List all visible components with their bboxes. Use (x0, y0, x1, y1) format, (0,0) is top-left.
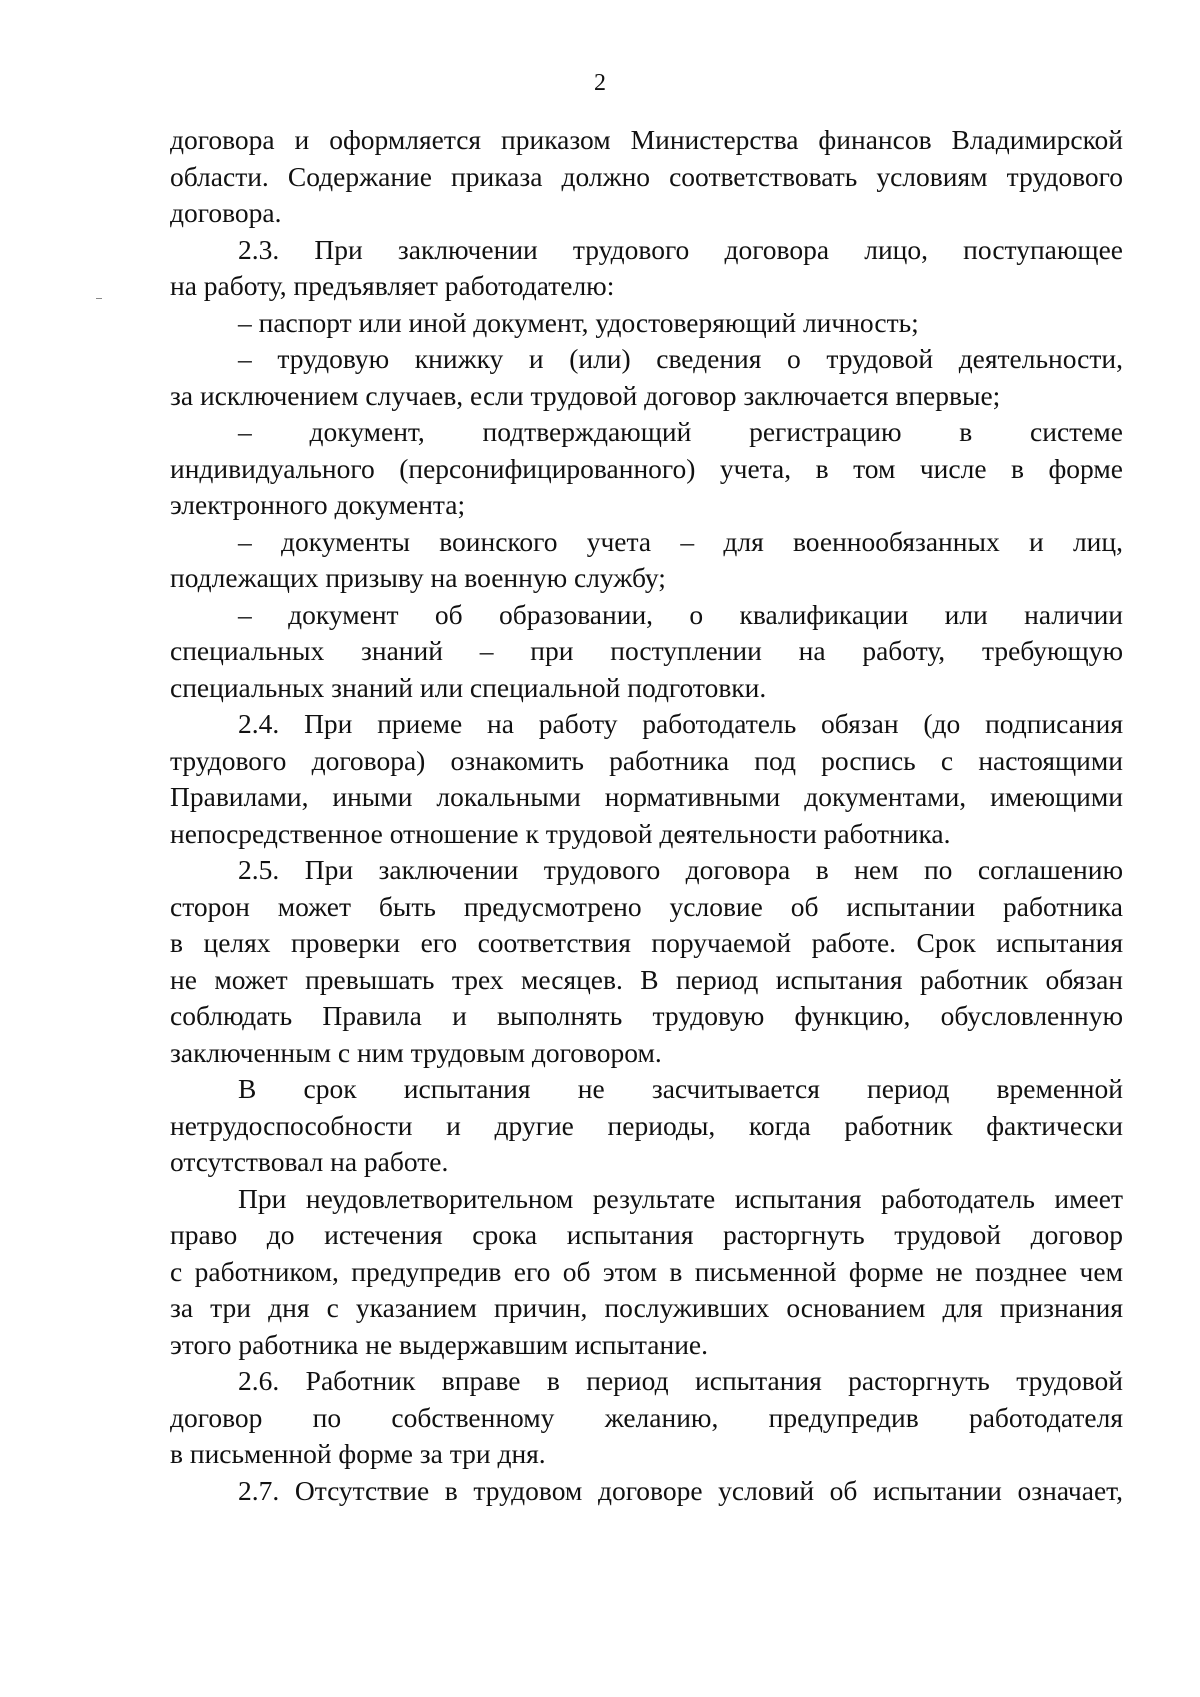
text-line: непосредственное отношение к трудовой деятельности работника. (170, 817, 951, 849)
text-line: отсутствовал на работе. (170, 1146, 449, 1177)
text-line: В срок испытания не засчитывается период временной (238, 1073, 1123, 1104)
text-line: этого работника не выдержавшим испытание. (170, 1328, 708, 1360)
text-line: – документ, подтверждающий регистрацию в системе (238, 416, 1123, 447)
paragraph-2-5 (170, 852, 1123, 1071)
text-line: – документы воинского учета – для военнообязанных и лиц, (238, 525, 1123, 557)
text-line: 2.6. Работник вправе в период испытания расторгнуть трудовой (238, 1365, 1123, 1396)
paragraph-2-5-unsatisfactory-result (170, 1181, 1123, 1364)
text-line: индивидуального (персонифицированного) учета, в том числе в форме (170, 452, 1123, 484)
paragraph-continuation (170, 122, 1123, 232)
text-line: за исключением случаев, если трудовой договор заключается впервые; (170, 379, 1001, 411)
text-line: соблюдать Правила и выполнять трудовую функцию, обусловленную (170, 1000, 1123, 1031)
text-line: специальных знаний или специальной подготовки. (170, 671, 767, 703)
paragraph-2-4 (170, 706, 1123, 852)
text-line: – трудовую книжку и (или) сведения о трудовой деятельности, (238, 343, 1123, 374)
text-line: специальных знаний – при поступлении на работу, требующую (170, 635, 1123, 666)
text-line: трудового договора) ознакомить работника под роспись с настоящими (170, 744, 1123, 776)
text-line: области. Содержание приказа должно соответствовать условиям трудового (170, 160, 1123, 192)
paragraph-2-3 (170, 232, 1123, 305)
text-line: не может превышать трех месяцев. В период испытания работник обязан (170, 963, 1123, 995)
text-line: 2.5. При заключении трудового договора в нем по соглашению (238, 854, 1123, 885)
text-line: 2.7. Отсутствие в трудовом договоре условий об испытании означает, (238, 1474, 1123, 1506)
text-line: с работником, предупредив его об этом в письменной форме не позднее чем (170, 1255, 1123, 1287)
text-line: нетрудоспособности и другие периоды, когда работник фактически (170, 1109, 1123, 1141)
text-line: заключенным с ним трудовым договором. (170, 1036, 662, 1068)
page-number: 2 (594, 70, 606, 96)
text-line: за три дня с указанием причин, послуживших основанием для признания (170, 1292, 1123, 1323)
text-line: на работу, предъявляет работодателю: (170, 270, 615, 301)
text-line: электронного документа; (170, 489, 466, 520)
list-item-registration (170, 414, 1123, 524)
list-item-passport (170, 305, 1123, 342)
text-line: 2.4. При приеме на работу работодатель обязан (до подписания (238, 708, 1123, 739)
text-line: подлежащих призыву на военную службу; (170, 562, 666, 593)
text-line: в целях проверки его соответствия поручаемой работе. Срок испытания (170, 927, 1123, 958)
text-line: в письменной форме за три дня. (170, 1438, 546, 1469)
text-line: – паспорт или иной документ, удостоверяющий личность; (238, 306, 919, 338)
body-text (170, 122, 1123, 1509)
text-line: договор по собственному желанию, предупредив работодателя (170, 1401, 1123, 1433)
paragraph-2-7 (170, 1473, 1123, 1510)
text-line: сторон может быть предусмотрено условие об испытании работника (170, 890, 1123, 922)
text-line: право до истечения срока испытания расторгнуть трудовой договор (170, 1219, 1123, 1250)
text-line: Правилами, иными локальными нормативными документами, имеющими (170, 781, 1123, 812)
paragraph-2-5-probation-period (170, 1071, 1123, 1181)
scan-artifact-mark (96, 298, 102, 299)
list-item-military (170, 524, 1123, 597)
text-line: – документ об образовании, о квалификации или наличии (238, 598, 1123, 630)
paragraph-2-6 (170, 1363, 1123, 1473)
text-line: договора и оформляется приказом Министерства финансов Владимирской (170, 124, 1123, 155)
text-line: 2.3. При заключении трудового договора лицо, поступающее (238, 233, 1123, 265)
text-line: При неудовлетворительном результате испытания работодатель имеет (238, 1182, 1123, 1214)
list-item-work-book (170, 341, 1123, 414)
list-item-education (170, 597, 1123, 707)
text-line: договора. (170, 197, 282, 228)
